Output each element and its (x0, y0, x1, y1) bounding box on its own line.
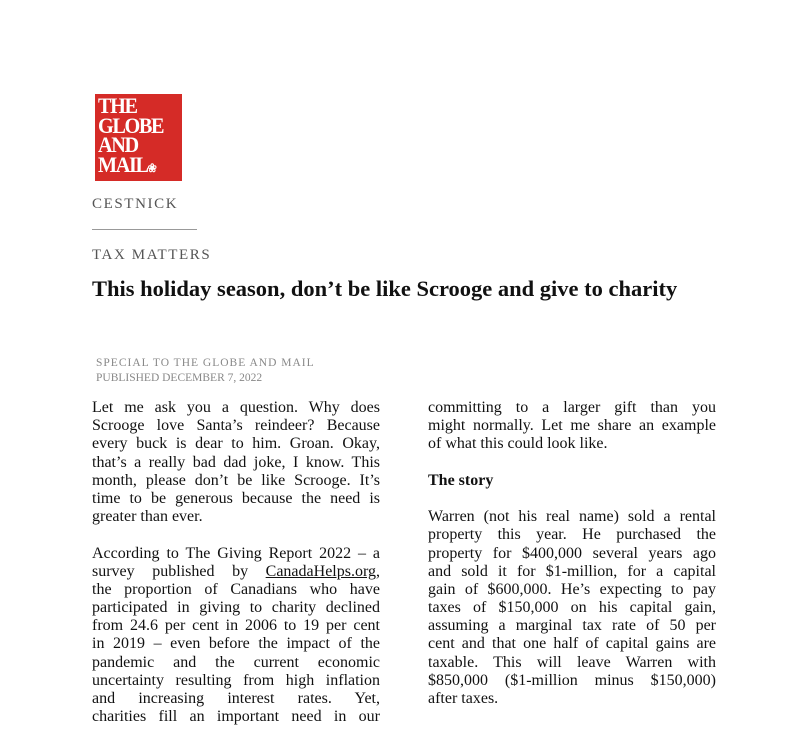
paragraph (428, 399, 716, 454)
text-line: taxable. This will leave Warren with (428, 653, 716, 671)
paragraph (92, 545, 380, 727)
logo-line: AND (98, 132, 138, 157)
paragraph-gap (428, 490, 716, 508)
section-label[interactable]: CESTNICK (92, 196, 179, 212)
text-line: Scrooge love Santa’s reindeer? Because (92, 417, 380, 435)
text-line: Let me ask you a question. Why does (92, 399, 380, 416)
canadahelps-link[interactable]: CanadaHelps.org (265, 562, 376, 580)
text-line: that’s a really bad dad joke, I know. This (92, 453, 380, 471)
text-line: assuming a marginal tax rate of 50 per (428, 617, 716, 635)
text-line: property for $400,000 several years ago (428, 544, 716, 562)
text-line: property this year. He purchased the (428, 526, 716, 544)
text-line: every buck is dear to him. Groan. Okay, (92, 435, 380, 453)
text-line: and increasing interest rates. Yet, (92, 690, 380, 707)
paragraph-gap (92, 526, 380, 544)
byline (96, 356, 315, 386)
text-line: taxes of $150,000 on his capital gain, (428, 599, 716, 617)
text-line: According to The Giving Report 2022 – a (92, 544, 380, 562)
text-line: the proportion of Canadians who have (92, 580, 380, 598)
globe-and-mail-logo[interactable] (95, 94, 182, 181)
publish-date: PUBLISHED DECEMBER 7, 2022 (96, 372, 263, 384)
text-line: and sold it for $1-million, for a capital (428, 562, 716, 580)
logo-line: GLOBE (98, 112, 164, 138)
text-line: in 2019 – even before the impact of the (92, 635, 380, 653)
text-line: cent and that one half of capital gains are (428, 635, 716, 653)
byline-source: SPECIAL TO THE GLOBE AND MAIL (96, 357, 315, 369)
text-line: participated in giving to charity declined (92, 599, 380, 617)
article-column-left (92, 399, 380, 726)
paragraph (428, 508, 716, 708)
text-line: after taxes. (428, 690, 499, 707)
text-line: committing to a larger gift than you (428, 399, 716, 416)
text-line: might normally. Let me share an example (428, 417, 716, 435)
article-column-right (428, 399, 716, 708)
logo-line-text: MAIL (98, 151, 148, 177)
text-line: The story (428, 471, 494, 489)
paragraph (92, 399, 380, 526)
paragraph-gap (428, 454, 716, 472)
article-title: This holiday season, don’t be like Scrooge and give to charity (92, 276, 678, 301)
subheading (428, 472, 716, 490)
text-line: $850,000 ($1-million minus $150,000) (428, 671, 716, 689)
text-line: Warren (not his real name) sold a rental (428, 508, 716, 526)
text-line: time to be generous because the need is (92, 489, 380, 507)
text-line: pandemic and the current economic (92, 653, 380, 671)
text-line: greater than ever. (92, 508, 203, 526)
text-line: uncertainty resulting from high inflation (92, 671, 380, 689)
text-line: gain of $600,000. He’s expecting to pay (428, 580, 716, 598)
text-line: month, please don’t be like Scrooge. It’s (92, 471, 380, 489)
text-line: charities fill an important need in our (92, 708, 380, 726)
kicker-label[interactable]: TAX MATTERS (92, 247, 212, 263)
logo-line (98, 151, 175, 179)
maple-leaf-icon: ❀ (147, 160, 157, 175)
text-line: survey published by CanadaHelps.org, (92, 562, 380, 580)
divider (92, 229, 197, 230)
text-line: from 24.6 per cent in 2006 to 19 per cent (92, 617, 380, 635)
text-line: of what this could look like. (428, 435, 608, 453)
logo-line: THE (98, 93, 137, 118)
